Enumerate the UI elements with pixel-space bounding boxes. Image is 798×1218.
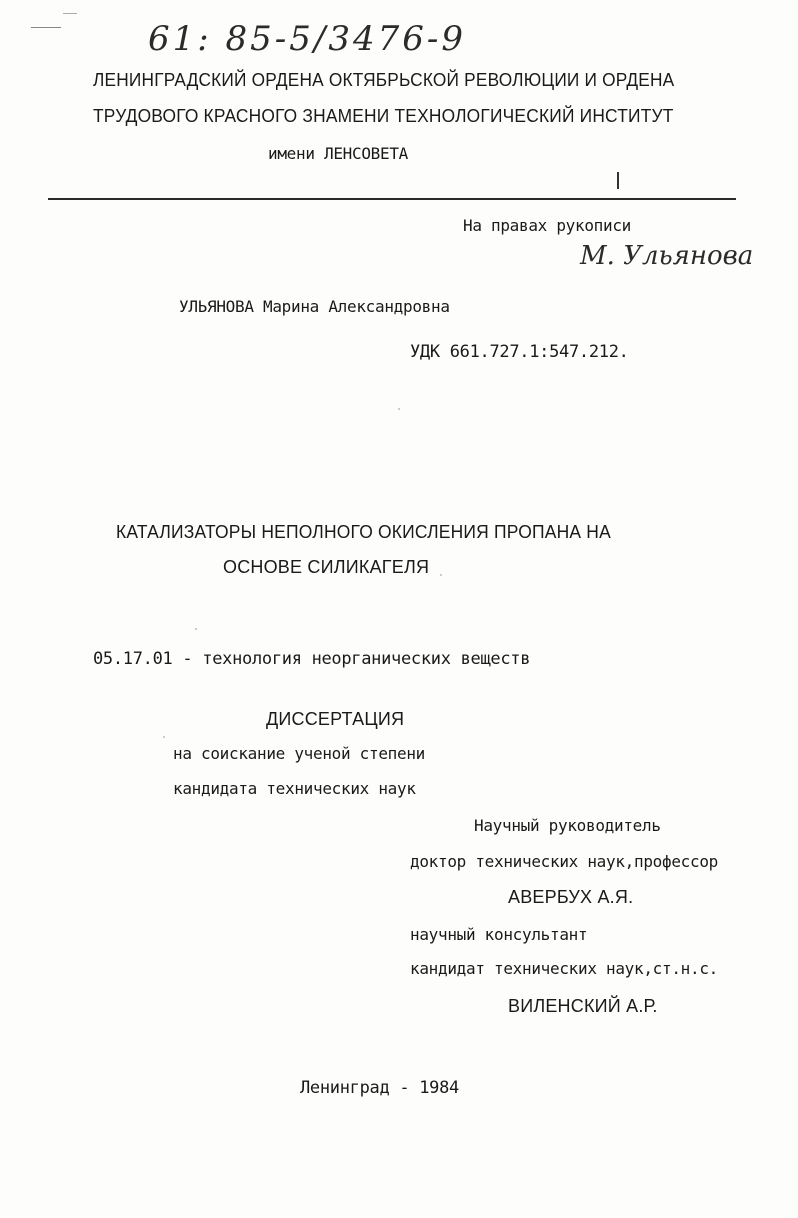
scan-speck <box>163 736 165 738</box>
scan-speck <box>440 574 442 576</box>
consultant-name: ВИЛЕНСКИЙ А.Р. <box>508 996 658 1016</box>
institute-line-3: имени ЛЕНСОВЕТА <box>268 144 408 163</box>
header-rule <box>48 198 736 200</box>
dissertation-line-1: на соискание ученой степени <box>173 744 425 763</box>
consultant-degree: кандидат технических наук,ст.н.с. <box>410 959 718 978</box>
title-line-1: КАТАЛИЗАТОРЫ НЕПОЛНОГО ОКИСЛЕНИЯ ПРОПАНА НА <box>116 522 611 542</box>
supervisor-heading: Научный руководитель <box>474 816 661 835</box>
scan-speck <box>195 628 197 630</box>
margin-mark <box>63 13 77 14</box>
title-line-2: ОСНОВЕ СИЛИКАГЕЛЯ <box>223 557 430 577</box>
scan-speck <box>398 408 400 410</box>
catalog-number: 61: 85-5/3476-9 <box>148 19 467 59</box>
author-signature: М. Ульянова <box>580 241 754 271</box>
supervisor-degree: доктор технических наук,профессор <box>410 852 718 871</box>
author-name: УЛЬЯНОВА Марина Александровна <box>179 297 450 316</box>
institute-line-2: ТРУДОВОГО КРАСНОГО ЗНАМЕНИ ТЕХНОЛОГИЧЕСКИЙ ИНСТИТУТ <box>93 106 674 126</box>
udc-code: УДК 661.727.1:547.212. <box>410 342 629 362</box>
dissertation-line-2: кандидата технических наук <box>173 779 416 798</box>
specialty: 05.17.01 - технология неорганических веществ <box>93 649 531 669</box>
manuscript-rights: На правах рукописи <box>463 216 631 235</box>
place-year: Ленинград - 1984 <box>300 1078 459 1098</box>
dissertation-heading: ДИССЕРТАЦИЯ <box>266 709 405 729</box>
margin-tick <box>617 172 619 189</box>
institute-line-1: ЛЕНИНГРАДСКИЙ ОРДЕНА ОКТЯБРЬСКОЙ РЕВОЛЮЦИИ И ОРДЕНА <box>93 70 675 90</box>
supervisor-name: АВЕРБУХ А.Я. <box>508 887 634 907</box>
margin-mark <box>31 27 61 28</box>
consultant-heading: научный консультант <box>410 925 588 944</box>
